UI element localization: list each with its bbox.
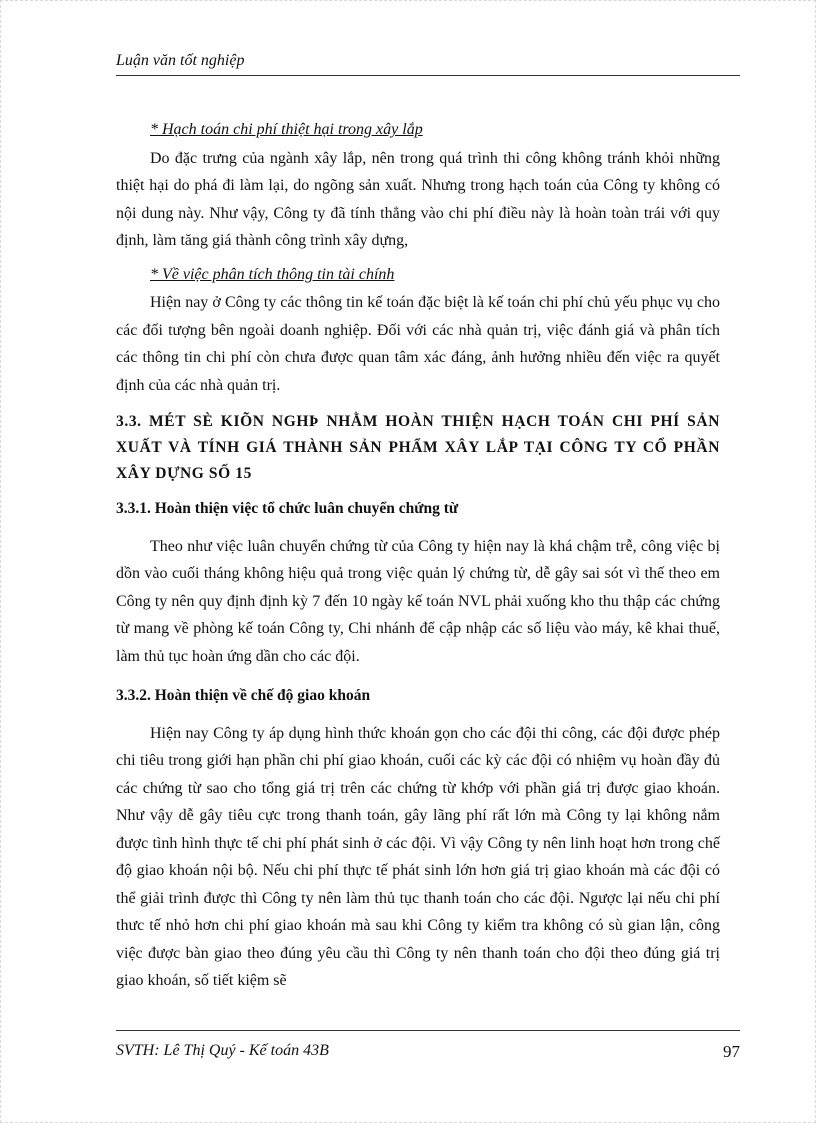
paragraph-financial-analysis: Hiện nay ở Công ty các thông tin kế toán đặc biệt là kế toán chi phí chủ yếu phục vụ cho các đối tượng bên ngoài doanh nghiệp. Đối với các nhà quản trị, việc đánh giá và phân tích các thông tin chi phí còn chưa được quan tâm xác đáng, ảnh hưởng nhiều đến việc ra quyết định của các nhà quản trị. (116, 294, 720, 394)
subsection-title-3-3-1: 3.3.1. Hoàn thiện việc tổ chức luân chuyển chứng từ (116, 500, 459, 517)
footer-author: SVTH: Lê Thị Quý - Kế toán 43B (116, 1042, 329, 1059)
running-header: Luận văn tốt nghiệp (116, 52, 245, 69)
subheading-damage-costs: * Hạch toán chi phí thiệt hại trong xây lắp (150, 121, 423, 138)
subsection-title-3-3-2: 3.3.2. Hoàn thiện về chế độ giao khoán (116, 687, 371, 704)
page-number: 97 (723, 1042, 740, 1061)
footer-rule (116, 1030, 740, 1031)
header-rule (116, 75, 740, 76)
paragraph-damage-costs: Do đặc trưng của ngành xây lắp, nên trong quá trình thi công không tránh khỏi những thiệt hại do phá đi làm lại, do ngõng sản xuất. Nhưng trong hạch toán của Công ty không có nội dung này. Như vậy, Công ty đã tính thẳng vào chi phí điều này là hoàn toàn trái với quy định, làm tăng giá thành công trình xây dựng, (116, 149, 720, 249)
paragraph-document-flow: Theo như việc luân chuyển chứng từ của Công ty hiện nay là khá chậm trễ, công việc bị dồn vào cuối tháng không hiệu quả trong việc quản lý chứng từ, dễ gây sai sót vì thế theo em Công ty nên quy định định kỳ 7 đến 10 ngày kế toán NVL phải xuống kho thu thập các chứng từ mang về phòng kế toán Công ty, Chi nhánh để cập nhập các số liệu vào máy, kê khai thuế, làm thủ tục hoàn ứng dần cho các đội. (116, 537, 720, 665)
section-title-3-3: 3.3. MÉT SÈ KIÕN NGHÞ NHẰM HOÀN THIỆN HẠCH TOÁN CHI PHÍ SẢN XUẤT VÀ TÍNH GIÁ THÀNH SẢN PHẨM XÂY LẮP TẠI CÔNG TY CỔ PHẦN XÂY DỰNG SỐ 15 (116, 413, 720, 482)
paragraph-contracting: Hiện nay Công ty áp dụng hình thức khoán gọn cho các đội thi công, các đội được phép chi tiêu trong giới hạn phần chi phí giao khoán, cuối các kỳ các đội có nhiệm vụ hoàn đầy đủ các chứng từ sao cho tổng giá trị trên các chứng từ khớp với phần giá trị được giao khoán. Như vậy dễ gây tiêu cực trong thanh toán, gây lãng phí rất lớn mà Công ty lại không nắm được tình hình thực tế chi phí phát sinh ở các đội. Vì vậy Công ty nên linh hoạt hơn trong chế độ giao khoán nội bộ. Nếu chi phí thực tế phát sinh lớn hơn giá trị giao khoán mà các đội có thể giải trình được thì Công ty nên làm thủ tục thanh toán cho các đội. Ngược lại nếu chi phí thưc tế nhỏ hơn chi phí giao khoán mà sau khi Công ty kiểm tra không có sù gian lận, công việc được bàn giao theo đúng yêu cầu thì Công ty nên thanh toán cho đội theo đúng giá trị giao khoán, số tiết kiệm sẽ (116, 724, 720, 989)
document-body (116, 116, 720, 995)
subheading-financial-analysis: * Về việc phân tích thông tin tài chính (150, 265, 395, 283)
